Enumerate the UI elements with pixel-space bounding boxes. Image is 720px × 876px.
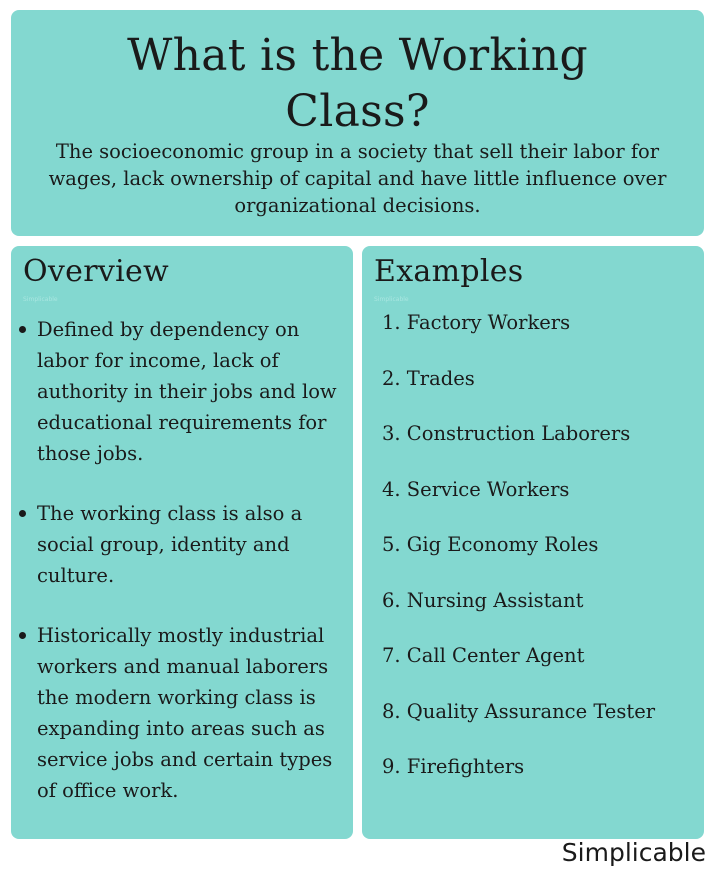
overview-bullet: [19, 314, 349, 469]
overview-bullet-text: The working class is also a social group, identity and culture.: [37, 502, 303, 587]
example-item: 7. Call Center Agent: [382, 644, 585, 667]
bullet-icon: [19, 632, 26, 639]
header-panel: [11, 10, 704, 236]
watermark: Simplicable: [374, 296, 409, 303]
example-item: 5. Gig Economy Roles: [382, 533, 599, 556]
overview-title: Overview: [23, 254, 170, 289]
overview-bullet: [19, 620, 349, 806]
example-item: 9. Firefighters: [382, 755, 525, 778]
example-item: 2. Trades: [382, 366, 475, 390]
overview-list: [19, 314, 349, 835]
examples-list: [382, 311, 655, 811]
example-item: 3. Construction Laborers: [382, 422, 631, 445]
overview-panel: [11, 246, 353, 839]
example-item: 1. Factory Workers: [382, 311, 571, 334]
bullet-icon: [19, 326, 26, 333]
overview-bullet-text: Historically mostly industrial workers and manual laborers the modern working class is expanding into areas such as service jobs and certain types of office work.: [37, 624, 333, 802]
examples-title: Examples: [374, 254, 524, 289]
example-item: 6. Nursing Assistant: [382, 588, 584, 612]
brand-logo: Simplicable: [561, 838, 706, 867]
page-title: What is the Working Class?: [127, 30, 588, 137]
overview-bullet-text: Defined by dependency on labor for income, lack of authority in their jobs and low educational requirements for those jobs.: [37, 318, 337, 465]
examples-panel: [362, 246, 704, 839]
definition-text: The socioeconomic group in a society that sell their labor for wages, lack ownership of capital and have little influence over organizational decisions.: [48, 140, 667, 217]
watermark: Simplicable: [23, 296, 58, 303]
example-item: 8. Quality Assurance Tester: [382, 699, 656, 723]
example-item: 4. Service Workers: [382, 477, 570, 501]
bullet-icon: [19, 510, 26, 517]
overview-bullet: [19, 498, 349, 591]
